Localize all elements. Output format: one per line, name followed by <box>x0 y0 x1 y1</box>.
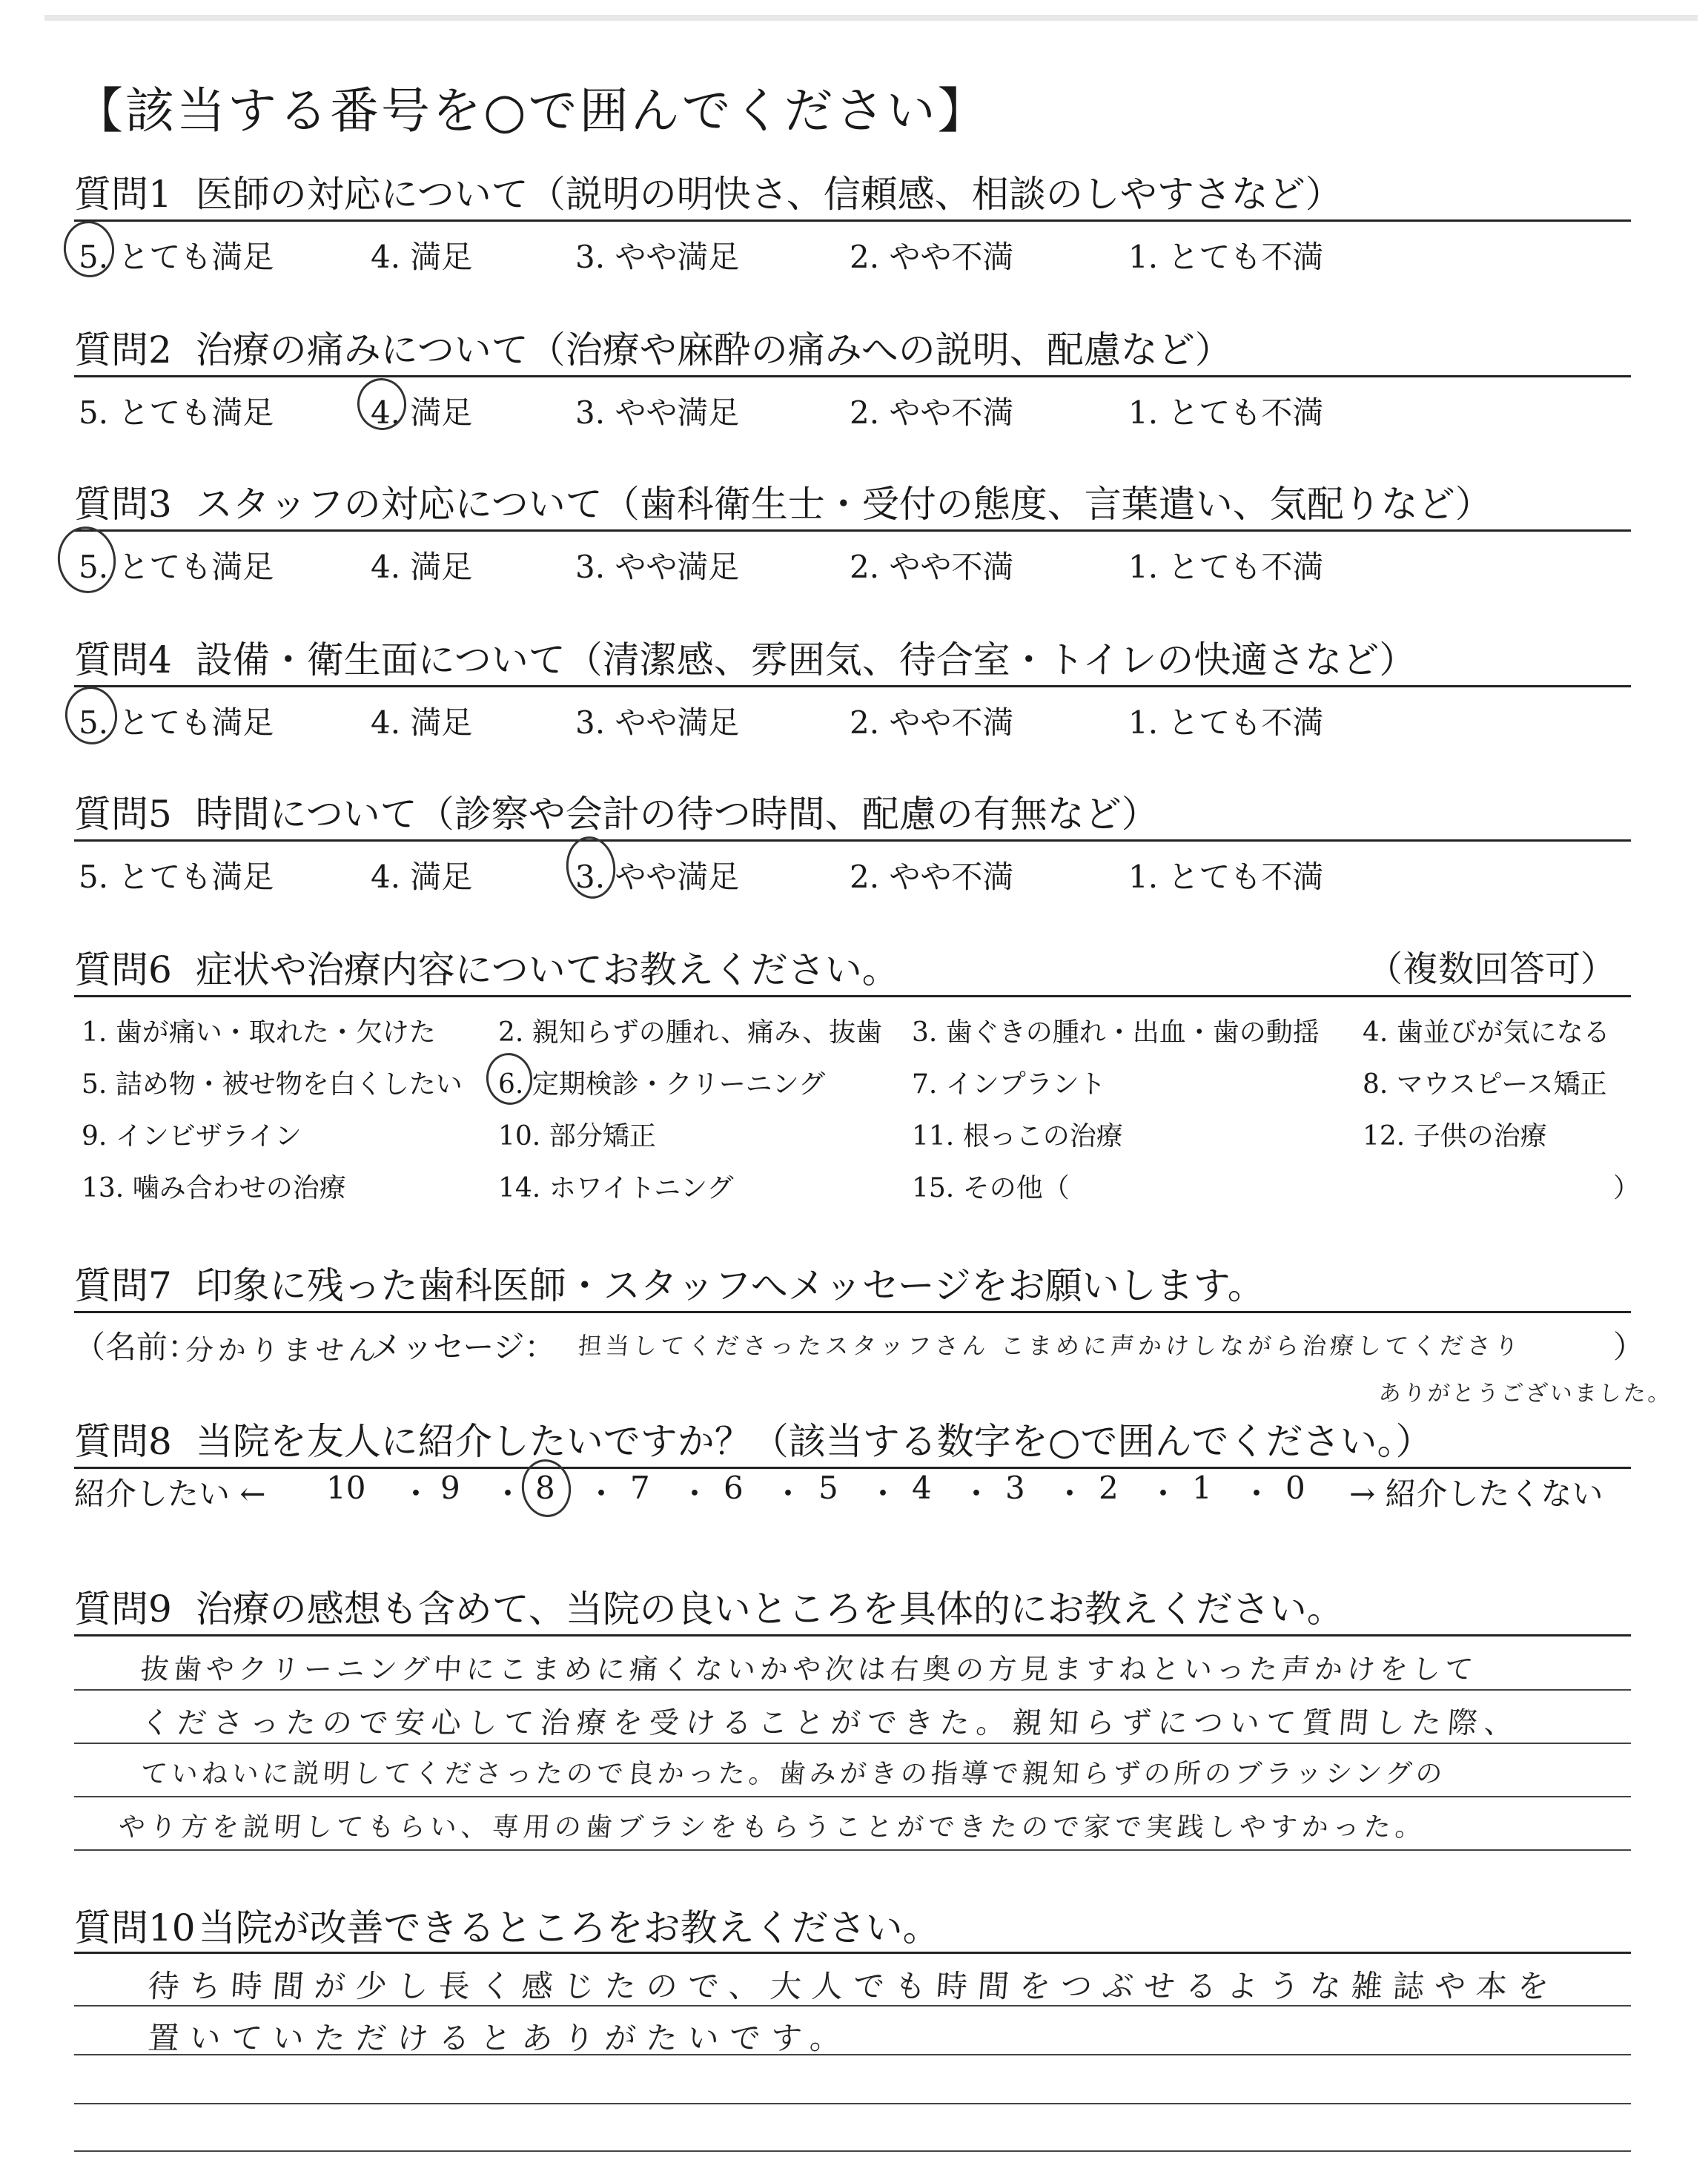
symptom-option-5[interactable]: 5. 詰め物・被せ物を白くしたい <box>82 1069 463 1100</box>
answer-line-2[interactable]: くださったので安心して治療を受けることができた。親知らずについて質問した際、 <box>139 1706 1522 1740</box>
scale-dot: ・ <box>1148 1476 1179 1512</box>
question-text: 設備・衛生面について（清潔感、雰囲気、待合室・トイレの快適さなど） <box>195 638 1417 681</box>
question-rule <box>74 685 1631 687</box>
scale-dot: ・ <box>586 1476 618 1512</box>
rating-option-5[interactable]: 5. とても満足 <box>79 239 274 275</box>
symptom-option-1[interactable]: 1. 歯が痛い・取れた・欠けた <box>82 1017 436 1048</box>
question-number: 質問9 <box>74 1588 172 1631</box>
scale-value-8[interactable]: 8 <box>535 1470 555 1506</box>
answer-line-4[interactable]: やり方を説明してもらい、専用の歯ブラシをもらうことができたので家で実践しやすかった。 <box>117 1812 1428 1843</box>
question-text: 当院を友人に紹介したいですか？（該当する数字を○で囲んでください。） <box>195 1420 1433 1463</box>
rating-option-4[interactable]: 4. 満足 <box>371 239 473 275</box>
answer-rule <box>74 1689 1631 1691</box>
question-number: 質問7 <box>74 1264 172 1307</box>
question-7 <box>74 1256 1673 1407</box>
rating-option-2[interactable]: 2. やや不満 <box>850 239 1014 275</box>
scale-left-label: 紹介したい ← <box>74 1476 266 1512</box>
question-3 <box>74 475 1631 585</box>
question-heading <box>74 630 1416 684</box>
question-heading <box>74 940 899 994</box>
page-title: 【該当する番号を○で囲んでください】 <box>74 82 989 139</box>
answer-line-3[interactable]: ていねいに説明してくださったので良かった。歯みがきの指導で親知らずの所のブラッシングの <box>139 1759 1447 1789</box>
answer-rule <box>74 1952 1631 1954</box>
symptom-option-9[interactable]: 9. インビザライン <box>82 1121 302 1152</box>
answer-rule <box>74 1743 1631 1744</box>
answer-line-1[interactable]: 待ち時間が少し長く感じたので、大人でも時間をつぶせるような雑誌や本を <box>147 1968 1560 2004</box>
symptom-options <box>74 1011 1641 1219</box>
scale-value-4[interactable]: 4 <box>912 1470 932 1506</box>
rating-option-1[interactable]: 1. とても不満 <box>1128 704 1324 741</box>
name-value[interactable]: 分かりません <box>184 1334 383 1367</box>
scale-dot: ・ <box>492 1476 524 1512</box>
rating-option-1[interactable]: 1. とても不満 <box>1128 239 1324 275</box>
question-number: 質問3 <box>74 483 172 526</box>
symptom-option-12[interactable]: 12. 子供の治療 <box>1363 1121 1547 1152</box>
question-heading <box>74 1898 940 1952</box>
rating-option-4[interactable]: 4. 満足 <box>371 549 473 585</box>
rating-option-3[interactable]: 3. やや満足 <box>575 859 740 895</box>
question-10 <box>74 1898 1631 1958</box>
question-heading <box>74 1256 1265 1309</box>
answer-line-1[interactable]: 抜歯やクリーニング中にこまめに痛くないかや次は右奥の方見ますねといった声かけをして <box>139 1653 1479 1685</box>
rating-option-2[interactable]: 2. やや不満 <box>850 859 1014 895</box>
question-2 <box>74 320 1631 431</box>
question-text: 治療の痛みについて（治療や麻酔の痛みへの説明、配慮など） <box>195 328 1232 371</box>
symptom-option-3[interactable]: 3. 歯ぐきの腫れ・出血・歯の動揺 <box>912 1017 1320 1048</box>
question-number: 質問8 <box>74 1420 172 1463</box>
question-number: 質問2 <box>74 328 172 371</box>
question-text: 医師の対応について（説明の明快さ、信頼感、相談のしやすさなど） <box>195 173 1343 216</box>
question-9 <box>74 1579 1631 1639</box>
rating-option-4[interactable]: 4. 満足 <box>371 704 473 741</box>
scale-dot: ・ <box>867 1476 899 1512</box>
answer-rule <box>74 1634 1631 1636</box>
question-heading <box>74 320 1232 374</box>
other-close-paren: ） <box>1613 1173 1641 1203</box>
question-text: 印象に残った歯科医師・スタッフへメッセージをお願いします。 <box>195 1264 1265 1307</box>
question-number: 質問5 <box>74 793 172 836</box>
question-number: 質問10 <box>74 1906 196 1949</box>
scale-value-5[interactable]: 5 <box>818 1470 838 1506</box>
question-5 <box>74 785 1631 895</box>
question-1 <box>74 165 1631 275</box>
question-number: 質問4 <box>74 638 172 681</box>
rating-option-3[interactable]: 3. やや満足 <box>575 239 740 275</box>
rating-option-4[interactable]: 4. 満足 <box>371 394 473 431</box>
question-text: 時間について（診察や会計の待つ時間、配慮の有無など） <box>195 793 1159 836</box>
question-text: 症状や治療内容についてお教えください。 <box>195 948 899 991</box>
name-label: （名前： <box>74 1329 199 1365</box>
question-heading <box>74 475 1492 528</box>
rating-option-3[interactable]: 3. やや満足 <box>575 394 740 431</box>
symptom-option-11[interactable]: 11. 根っこの治療 <box>912 1121 1123 1152</box>
rating-option-1[interactable]: 1. とても不満 <box>1128 394 1324 431</box>
rating-option-2[interactable]: 2. やや不満 <box>850 704 1014 741</box>
symptom-option-2[interactable]: 2. 親知らずの腫れ、痛み、抜歯 <box>498 1017 883 1048</box>
answer-line-2[interactable]: 置いていただけるとありがたいです。 <box>147 2020 853 2056</box>
message-value[interactable]: 担当してくださったスタッフさん こまめに声かけしながら治療してくださり <box>577 1332 1523 1360</box>
question-4 <box>74 630 1631 741</box>
scale-value-6[interactable]: 6 <box>724 1470 744 1506</box>
question-rule <box>74 375 1631 377</box>
question-rule <box>74 219 1631 222</box>
question-text: スタッフの対応について（歯科衛生士・受付の態度、言葉遣い、気配りなど） <box>195 483 1492 526</box>
scale-dot: ・ <box>679 1476 711 1512</box>
answer-rule <box>74 1849 1631 1851</box>
scale-value-2[interactable]: 2 <box>1099 1470 1119 1506</box>
question-rule <box>74 1311 1631 1313</box>
message-close-paren: ） <box>1613 1329 1645 1365</box>
multiple-answers-note: （複数回答可） <box>1366 948 1616 990</box>
question-heading <box>74 165 1343 218</box>
rating-option-1[interactable]: 1. とても不満 <box>1128 549 1324 585</box>
rating-option-3[interactable]: 3. やや満足 <box>575 549 740 585</box>
symptom-option-4[interactable]: 4. 歯並びが気になる <box>1363 1017 1610 1048</box>
symptom-option-10[interactable]: 10. 部分矯正 <box>498 1121 656 1152</box>
question-heading <box>74 1412 1432 1465</box>
recommend-scale <box>74 1470 1631 1514</box>
question-text: 治療の感想も含めて、当院の良いところを具体的にお教えください。 <box>195 1588 1344 1631</box>
scale-value-7[interactable]: 7 <box>630 1470 650 1506</box>
scale-dot: ・ <box>961 1476 993 1512</box>
scale-dot: ・ <box>1054 1476 1086 1512</box>
scale-value-10[interactable]: 10 <box>326 1470 366 1506</box>
message-label: メッセージ： <box>371 1329 556 1365</box>
scale-value-9[interactable]: 9 <box>440 1470 460 1506</box>
scale-dot: ・ <box>772 1476 804 1512</box>
question-heading <box>74 1579 1344 1633</box>
symptom-option-15[interactable]: 15. その他（ <box>912 1173 1070 1203</box>
rating-option-5[interactable]: 5. とても満足 <box>79 859 274 895</box>
top-edge <box>44 15 1698 21</box>
question-8 <box>74 1412 1631 1471</box>
rating-option-5[interactable]: 5. とても満足 <box>79 394 274 431</box>
question-6 <box>74 940 1641 1222</box>
question-heading <box>74 785 1159 838</box>
question-number: 質問1 <box>74 173 172 216</box>
rating-option-1[interactable]: 1. とても不満 <box>1128 859 1324 895</box>
rating-option-4[interactable]: 4. 満足 <box>371 859 473 895</box>
answer-rule <box>74 2150 1631 2152</box>
symptom-option-6[interactable]: 6. 定期検診・クリーニング <box>498 1069 826 1100</box>
scale-value-0[interactable]: 0 <box>1285 1470 1305 1506</box>
question-rule <box>74 1467 1631 1469</box>
question-rule <box>74 839 1631 842</box>
scale-value-1[interactable]: 1 <box>1192 1470 1212 1506</box>
scale-dot: ・ <box>1241 1476 1273 1512</box>
scale-value-3[interactable]: 3 <box>1005 1470 1025 1506</box>
answer-rule <box>74 2103 1631 2104</box>
rating-option-3[interactable]: 3. やや満足 <box>575 704 740 741</box>
answer-rule <box>74 1796 1631 1797</box>
scale-dot: ・ <box>400 1476 432 1512</box>
symptom-option-14[interactable]: 14. ホワイトニング <box>498 1173 734 1203</box>
question-rule <box>74 529 1631 532</box>
rating-option-2[interactable]: 2. やや不満 <box>850 394 1014 431</box>
question-number: 質問6 <box>74 948 172 991</box>
message-value-continued[interactable]: ありがとうございました。 <box>1377 1381 1673 1407</box>
symptom-option-13[interactable]: 13. 噛み合わせの治療 <box>82 1173 346 1203</box>
symptom-option-8[interactable]: 8. マウスピース矯正 <box>1363 1069 1607 1100</box>
rating-option-2[interactable]: 2. やや不満 <box>850 549 1014 585</box>
rating-option-5[interactable]: 5. とても満足 <box>79 704 274 741</box>
rating-option-5[interactable]: 5. とても満足 <box>79 549 274 585</box>
question-rule <box>74 995 1631 997</box>
symptom-option-7[interactable]: 7. インプラント <box>912 1069 1106 1100</box>
question-text: 当院が改善できるところをお教えください。 <box>198 1906 940 1949</box>
scale-right-label: → 紹介したくない <box>1349 1476 1603 1512</box>
